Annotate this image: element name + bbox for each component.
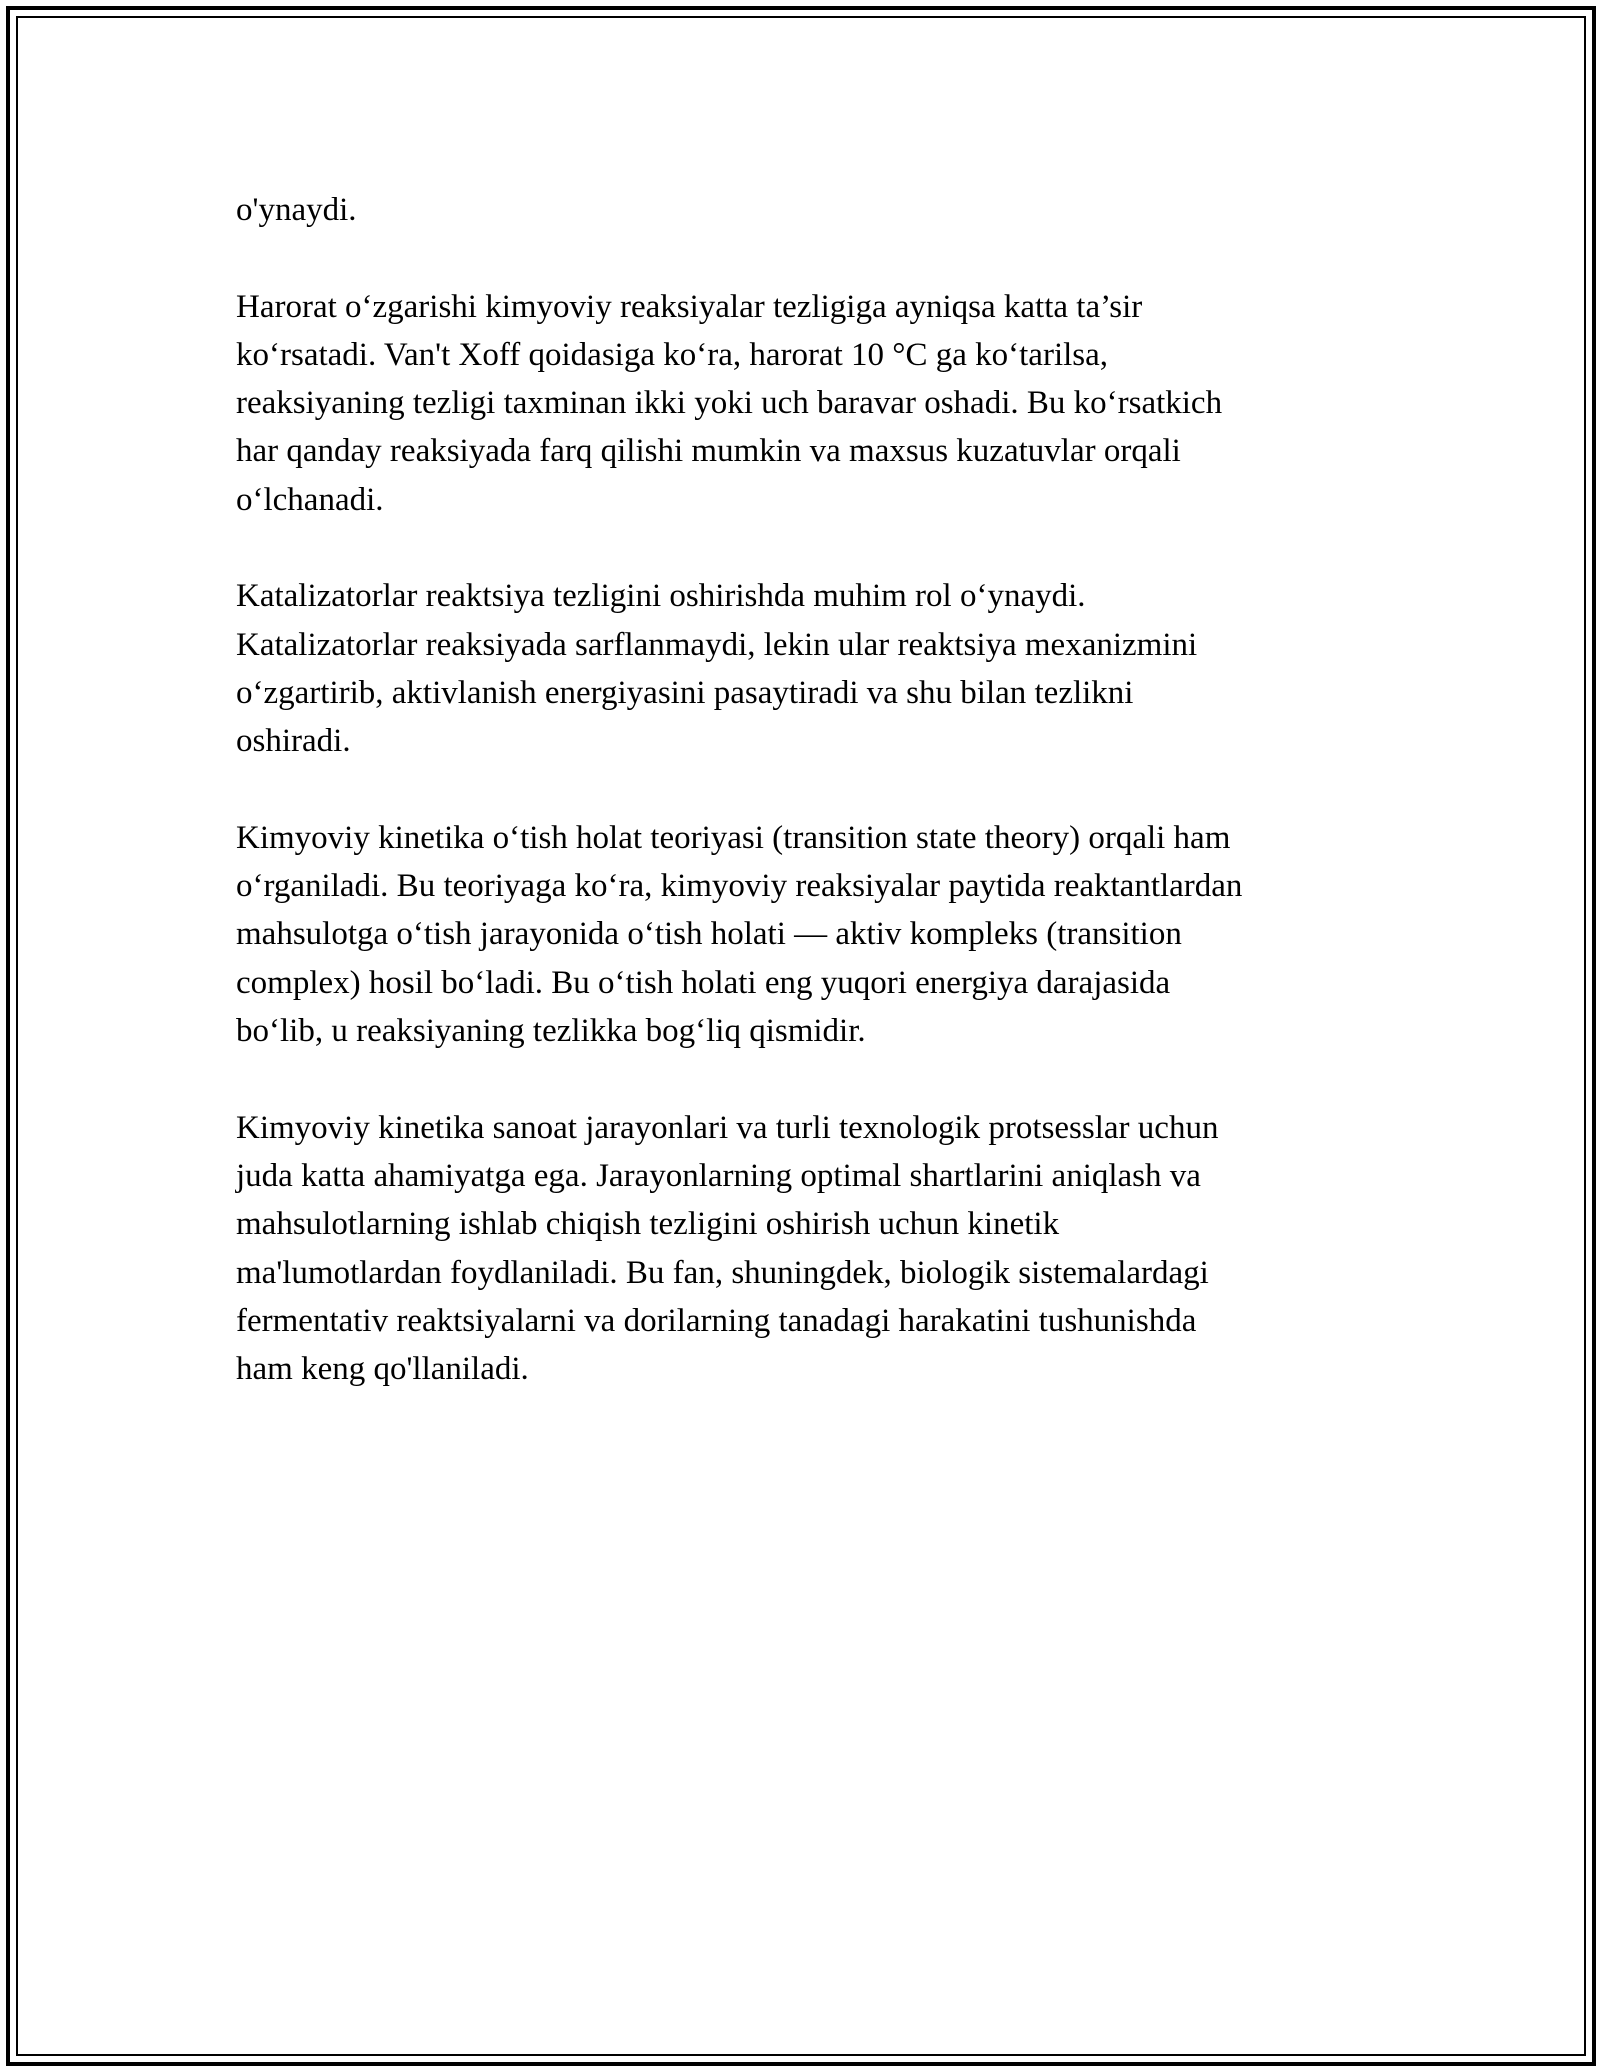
text-line: mahsulotga o‘tish jarayonida o‘tish holati — aktiv kompleks (transition bbox=[236, 916, 1182, 953]
paragraph-industrial-applications bbox=[236, 1104, 1396, 1394]
text-line: o'ynaydi. bbox=[236, 192, 357, 228]
text-line: ko‘rsatadi. Van't Xoff qoidasiga ko‘ra, harorat 10 °C ga ko‘tarilsa, bbox=[236, 336, 1109, 373]
text-line: o‘lchanadi. bbox=[236, 481, 384, 518]
text-line: Kimyoviy kinetika sanoat jarayonlari va turli texnologik protsesslar uchun bbox=[236, 1109, 1219, 1146]
text-line: o‘rganiladi. Bu teoriyaga ko‘ra, kimyoviy reaksiyalar paytida reaktantlardan bbox=[236, 868, 1243, 905]
text-line: mahsulotlarning ishlab chiqish tezligini oshirish uchun kinetik bbox=[236, 1206, 1060, 1243]
text-line: complex) hosil bo‘ladi. Bu o‘tish holati eng yuqori energiya darajasida bbox=[236, 964, 1171, 1001]
text-line: reaksiyaning tezligi taxminan ikki yoki uch baravar oshadi. Bu ko‘rsatkich bbox=[236, 385, 1223, 422]
text-line: ma'lumotlardan foydlaniladi. Bu fan, shuningdek, biologik sistemalardagi bbox=[236, 1254, 1209, 1291]
text-line: Katalizatorlar reaksiyada sarflanmaydi, lekin ular reaktsiya mexanizmini bbox=[236, 626, 1198, 663]
text-line: Katalizatorlar reaktsiya tezligini oshirishda muhim rol o‘ynaydi. bbox=[236, 578, 1086, 615]
text-line: oshiradi. bbox=[236, 723, 351, 760]
paragraph-temperature-effect bbox=[236, 283, 1396, 524]
text-line: Harorat o‘zgarishi kimyoviy reaksiyalar tezligiga ayniqsa katta ta’sir bbox=[236, 288, 1143, 325]
text-line: ham keng qo'llaniladi. bbox=[236, 1351, 529, 1388]
text-line: juda katta ahamiyatga ega. Jarayonlarning optimal shartlarini aniqlash va bbox=[236, 1157, 1201, 1194]
text-line: Kimyoviy kinetika o‘tish holat teoriyasi (transition state theory) orqali ham bbox=[236, 819, 1231, 856]
text-line: har qanday reaksiyada farq qilishi mumkin va maxsus kuzatuvlar orqali bbox=[236, 433, 1181, 470]
text-line: fermentativ reaktsiyalarni va dorilarning tanadagi harakatini tushunishda bbox=[236, 1302, 1197, 1339]
text-line: o‘zgartirib, aktivlanish energiyasini pasaytiradi va shu bilan tezlikni bbox=[236, 674, 1134, 711]
text-line: bo‘lib, u reaksiyaning tezlikka bog‘liq qismidir. bbox=[236, 1013, 866, 1050]
document-body bbox=[236, 186, 1396, 1442]
paragraph-catalysts bbox=[236, 572, 1396, 765]
paragraph-continuation bbox=[236, 186, 1396, 234]
paragraph-transition-state bbox=[236, 814, 1396, 1055]
